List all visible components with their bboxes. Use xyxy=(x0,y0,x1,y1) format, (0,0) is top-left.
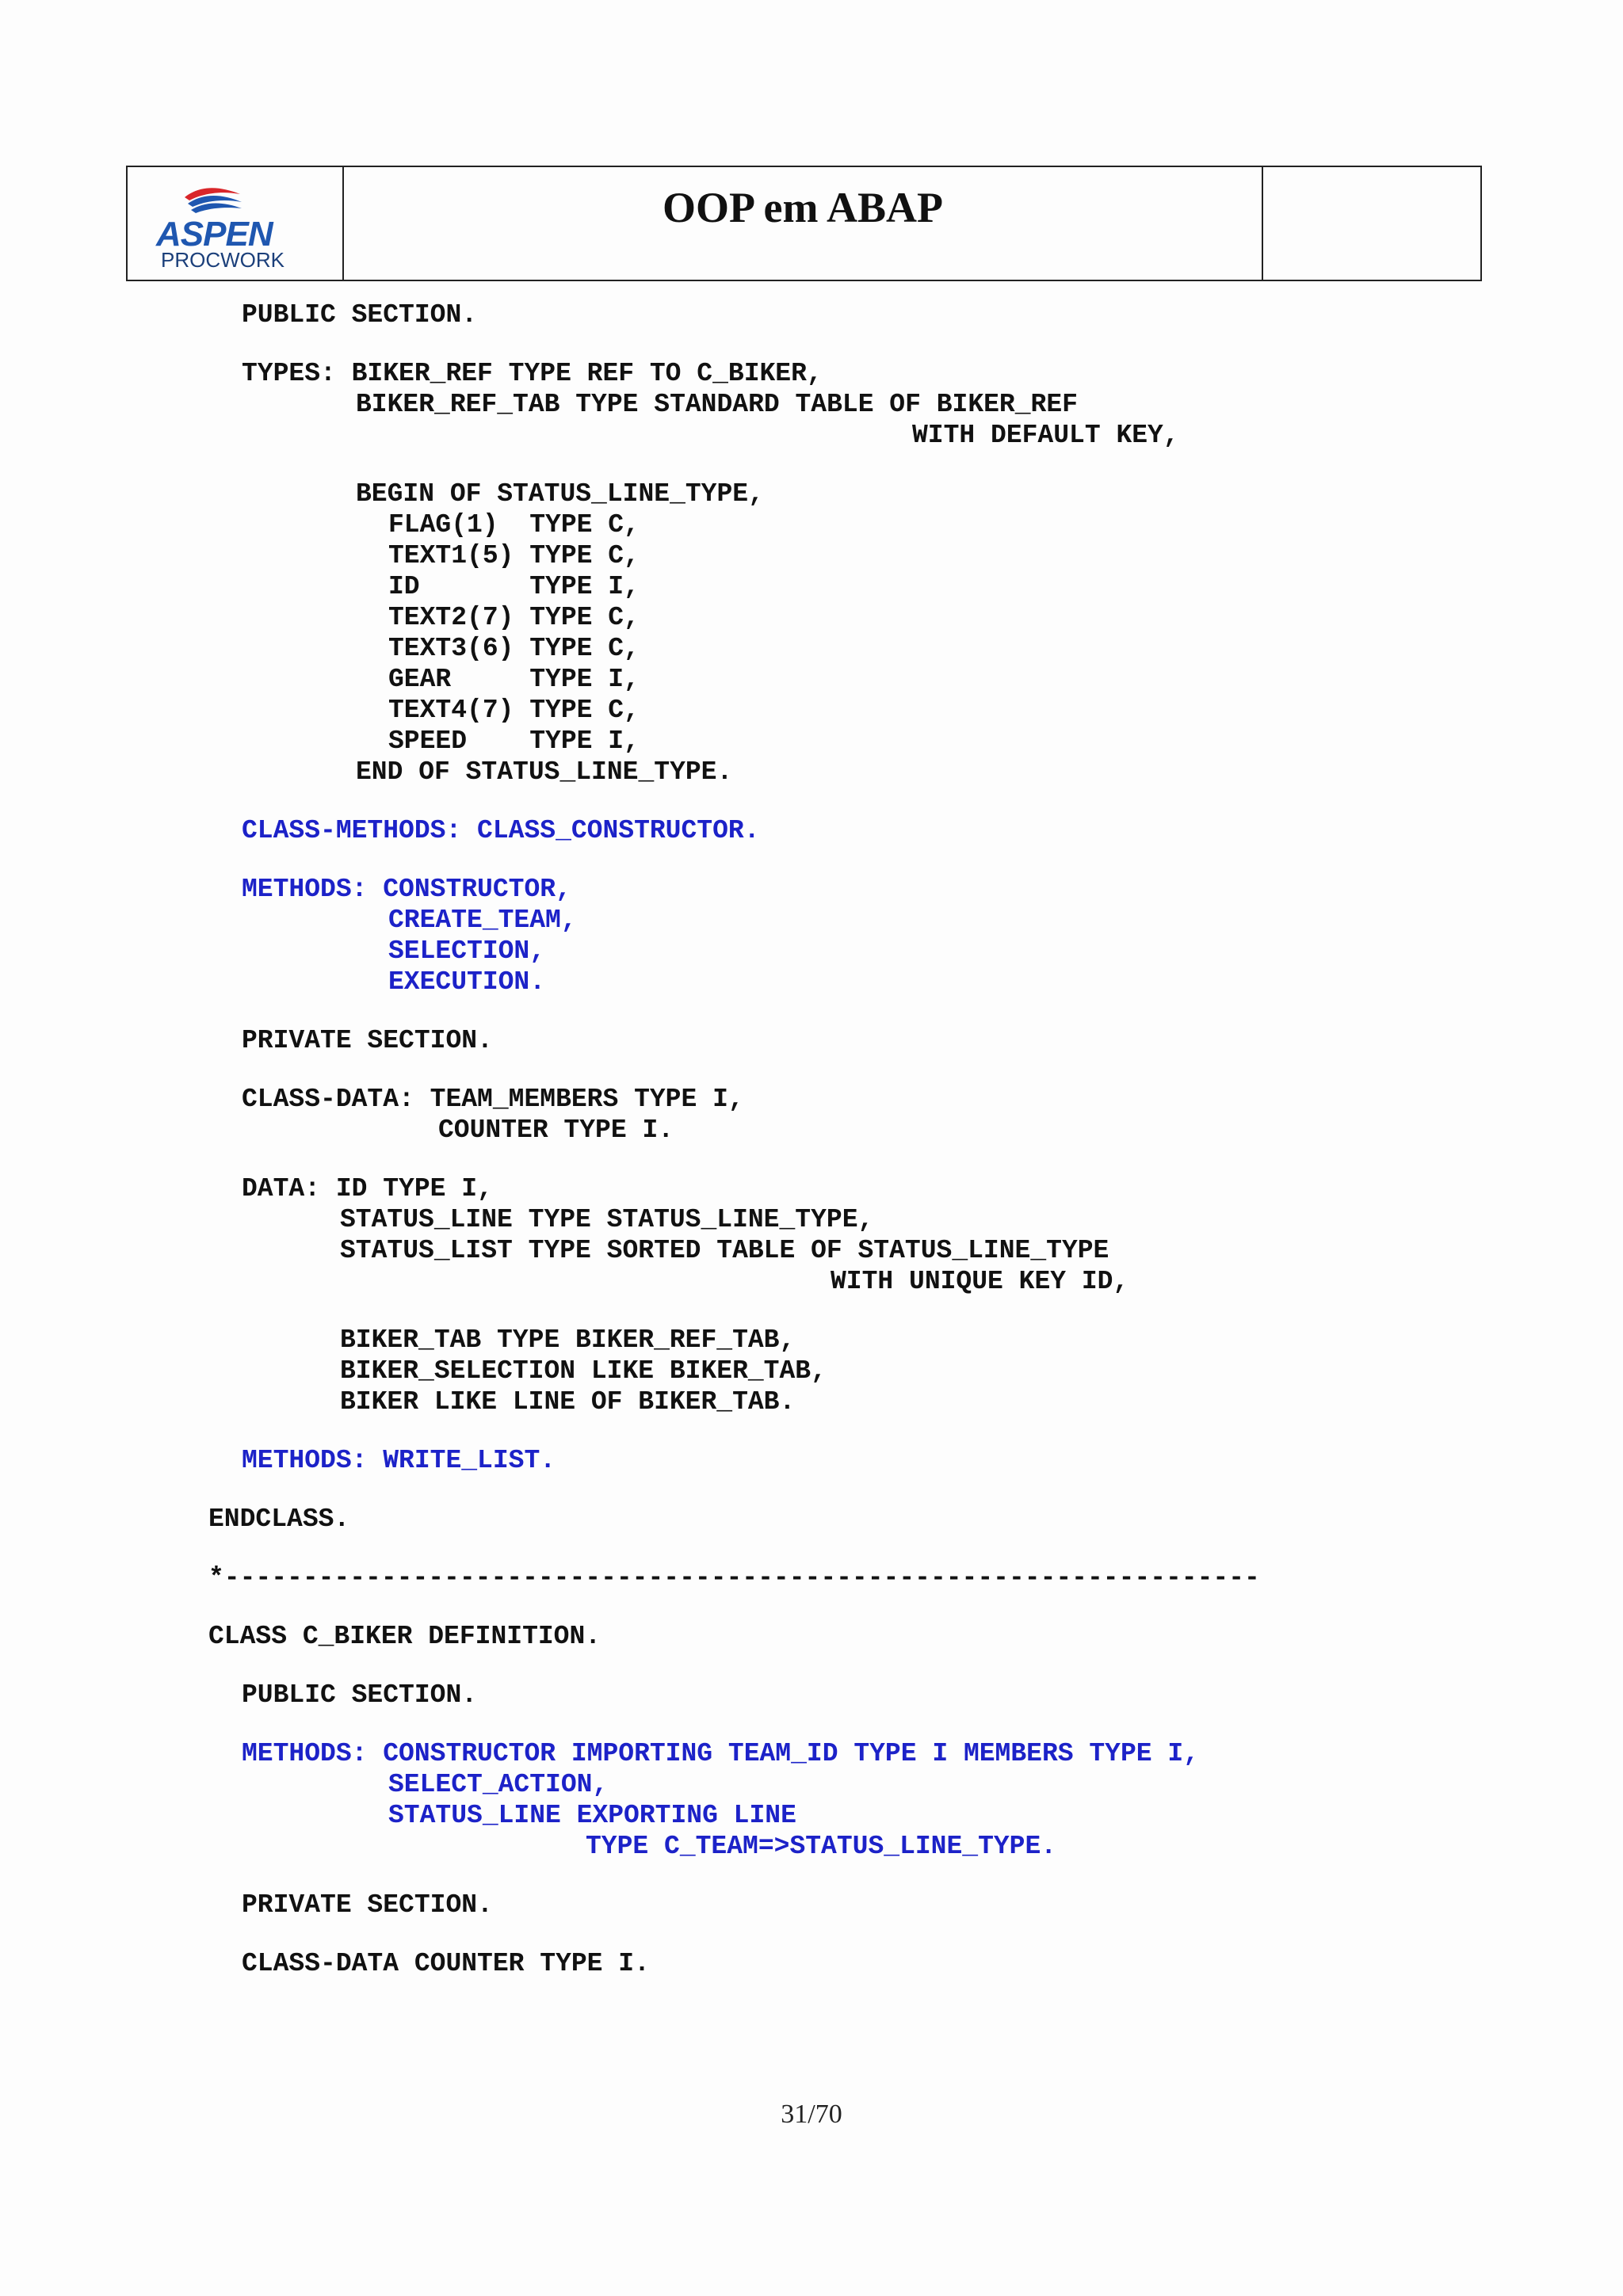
code-line: STATUS_LIST TYPE SORTED TABLE OF STATUS_LINE_TYPE xyxy=(340,1236,1109,1265)
code-line: WITH UNIQUE KEY ID, xyxy=(831,1267,1129,1296)
code-blank-line xyxy=(0,1476,1260,1504)
document-header xyxy=(126,166,1482,281)
code-line: STATUS_LINE TYPE STATUS_LINE_TYPE, xyxy=(340,1205,874,1234)
code-line: SELECT_ACTION, xyxy=(388,1770,609,1799)
code-line: METHODS: WRITE_LIST. xyxy=(242,1446,556,1475)
code-line: TYPES: BIKER_REF TYPE REF TO C_BIKER, xyxy=(242,359,823,388)
code-blank-line xyxy=(0,1862,1260,1890)
code-line: BIKER_REF_TAB TYPE STANDARD TABLE OF BIKER_REF xyxy=(356,390,1078,419)
header-right-cell xyxy=(1263,167,1480,280)
code-blank-line xyxy=(0,788,1260,815)
logo-cell xyxy=(128,167,344,280)
code-line: COUNTER TYPE I. xyxy=(438,1116,674,1145)
code-line: ENDCLASS. xyxy=(208,1505,350,1534)
code-blank-line xyxy=(0,1146,1260,1173)
logo-procwork-text: PROCWORK xyxy=(161,248,285,272)
code-line: TEXT4(7) TYPE C, xyxy=(388,696,640,725)
code-line: METHODS: CONSTRUCTOR IMPORTING TEAM_ID TYPE I MEMBERS TYPE I, xyxy=(242,1739,1199,1768)
document-title: OOP em ABAP xyxy=(663,184,943,231)
code-line: BIKER_SELECTION LIKE BIKER_TAB, xyxy=(340,1356,827,1386)
code-line: TEXT2(7) TYPE C, xyxy=(388,603,640,632)
code-blank-line xyxy=(0,1652,1260,1680)
code-blank-line xyxy=(0,1417,1260,1445)
code-blank-line xyxy=(0,330,1260,358)
code-line: END OF STATUS_LINE_TYPE. xyxy=(356,757,733,787)
code-blank-line xyxy=(0,1056,1260,1084)
code-line: DATA: ID TYPE I, xyxy=(242,1174,493,1203)
title-cell xyxy=(344,167,1263,280)
code-line: SELECTION, xyxy=(388,936,546,966)
code-blank-line xyxy=(0,846,1260,874)
code-line: BIKER_TAB TYPE BIKER_REF_TAB, xyxy=(340,1325,796,1355)
code-blank-line xyxy=(0,1593,1260,1621)
code-blank-line xyxy=(0,1297,1260,1325)
code-line: GEAR TYPE I, xyxy=(388,665,640,694)
code-line: EXECUTION. xyxy=(388,967,546,997)
code-line: PRIVATE SECTION. xyxy=(242,1890,493,1920)
code-line: CLASS-DATA: TEAM_MEMBERS TYPE I, xyxy=(242,1085,744,1114)
code-line: TYPE C_TEAM=>STATUS_LINE_TYPE. xyxy=(586,1832,1057,1861)
code-line: CLASS C_BIKER DEFINITION. xyxy=(208,1622,601,1651)
code-line: BIKER LIKE LINE OF BIKER_TAB. xyxy=(340,1387,796,1417)
code-line: CLASS-METHODS: CLASS_CONSTRUCTOR. xyxy=(242,816,760,845)
code-line: *------------------------------------------------------------------ xyxy=(208,1563,1260,1592)
code-line: PUBLIC SECTION. xyxy=(242,300,478,330)
code-line: CREATE_TEAM, xyxy=(388,906,577,935)
code-line: PUBLIC SECTION. xyxy=(242,1680,478,1710)
code-line: TEXT1(5) TYPE C, xyxy=(388,541,640,570)
code-line: BEGIN OF STATUS_LINE_TYPE, xyxy=(356,479,764,509)
code-blank-line xyxy=(0,1711,1260,1738)
logo-aspen-text: ASPEN xyxy=(156,215,273,254)
code-line: CLASS-DATA COUNTER TYPE I. xyxy=(242,1949,650,1978)
code-line: PRIVATE SECTION. xyxy=(242,1026,493,1055)
code-line: METHODS: CONSTRUCTOR, xyxy=(242,875,571,904)
code-line: STATUS_LINE EXPORTING LINE xyxy=(388,1801,796,1830)
code-blank-line xyxy=(0,1920,1260,1948)
code-blank-line xyxy=(0,1535,1260,1562)
code-listing xyxy=(0,299,1260,1979)
code-line: WITH DEFAULT KEY, xyxy=(912,421,1179,450)
code-line: TEXT3(6) TYPE C, xyxy=(388,634,640,663)
code-line: SPEED TYPE I, xyxy=(388,727,640,756)
page-number: 31/70 xyxy=(781,2100,842,2129)
code-line: ID TYPE I, xyxy=(388,572,640,601)
code-blank-line xyxy=(0,451,1260,479)
code-line: FLAG(1) TYPE C, xyxy=(388,510,640,540)
code-blank-line xyxy=(0,997,1260,1025)
